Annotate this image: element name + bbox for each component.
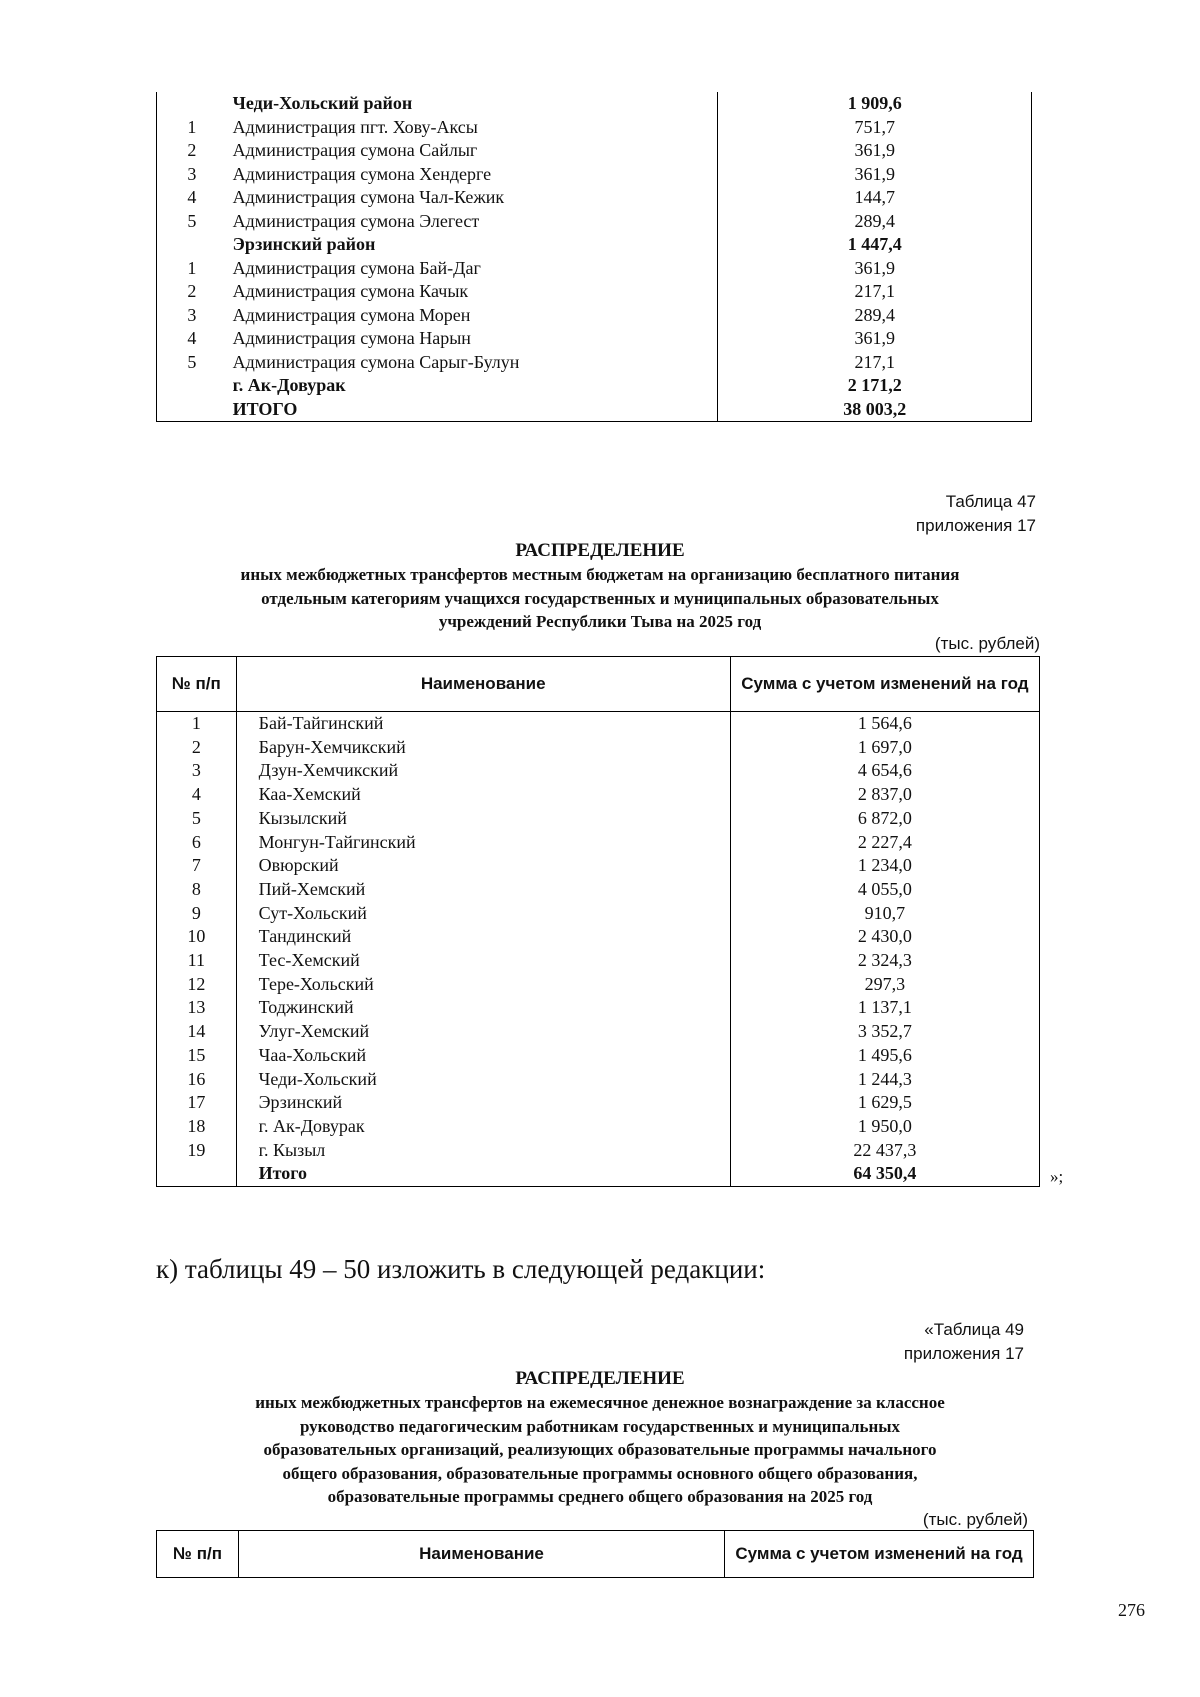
row-number: 14 xyxy=(157,1020,237,1044)
row-number: 13 xyxy=(157,996,237,1020)
row-value: 217,1 xyxy=(718,280,1032,304)
row-value: 144,7 xyxy=(718,186,1032,210)
row-value: 1 244,3 xyxy=(730,1068,1039,1092)
table-row xyxy=(157,327,1032,351)
row-number: 17 xyxy=(157,1091,237,1115)
row-name: Тес-Хемский xyxy=(236,949,730,973)
table-row xyxy=(157,854,1040,878)
row-number: 12 xyxy=(157,973,237,997)
row-name: Эрзинский xyxy=(236,1091,730,1115)
page-number: 276 xyxy=(1118,1600,1145,1620)
row-number: 7 xyxy=(157,854,237,878)
row-name: Администрация сумона Нарын xyxy=(232,328,471,348)
table-row xyxy=(157,280,1032,304)
row-value: 2 430,0 xyxy=(730,925,1039,949)
row-name: Чаа-Хольский xyxy=(236,1044,730,1068)
row-name: г. Кызыл xyxy=(236,1139,730,1163)
row-value: 2 324,3 xyxy=(730,949,1039,973)
table-row xyxy=(157,878,1040,902)
row-number: 5 xyxy=(157,807,237,831)
table-row xyxy=(157,759,1040,783)
table-row xyxy=(157,973,1040,997)
row-number: 2 xyxy=(157,139,227,163)
table47-ref-line1: Таблица 47 xyxy=(945,492,1036,511)
row-number: 15 xyxy=(157,1044,237,1068)
table-row xyxy=(157,831,1040,855)
table-row xyxy=(157,210,1032,234)
table49-subtitle-line4: общего образования, образовательные программы основного общего образования, xyxy=(282,1463,918,1483)
table49-col-sum: Сумма с учетом изменений на год xyxy=(725,1531,1034,1578)
table47-subtitle-line3: учреждений Республики Тыва на 2025 год xyxy=(438,612,762,631)
row-value: 217,1 xyxy=(718,351,1032,375)
table49-title: РАСПРЕДЕЛЕНИЕ xyxy=(515,1368,685,1389)
row-value: 22 437,3 xyxy=(730,1139,1039,1163)
row-value: 1 697,0 xyxy=(730,736,1039,760)
table-row xyxy=(157,996,1040,1020)
table-row xyxy=(157,304,1032,328)
total-number xyxy=(157,1162,237,1186)
table47-title: РАСПРЕДЕЛЕНИЕ xyxy=(515,540,685,561)
row-number: 4 xyxy=(157,327,227,351)
row-value: 4 654,6 xyxy=(730,759,1039,783)
row-value: 361,9 xyxy=(718,327,1032,351)
table-row xyxy=(157,783,1040,807)
row-number: 3 xyxy=(157,163,227,187)
row-name: Администрация сумона Морен xyxy=(232,304,471,325)
table47 xyxy=(156,656,1040,1187)
table47-col-num: № п/п xyxy=(157,657,237,712)
row-name: Овюрский xyxy=(236,854,730,878)
row-number: 2 xyxy=(157,280,227,304)
table49-heading xyxy=(100,1367,1100,1509)
row-number: 10 xyxy=(157,925,237,949)
table49-ref-line2: приложения 17 xyxy=(903,1344,1024,1363)
row-number xyxy=(157,233,227,257)
row-value: 361,9 xyxy=(718,139,1032,163)
table47-subtitle-line2: отдельным категориям учащихся государственных и муниципальных образовательных xyxy=(261,588,939,608)
table-row xyxy=(157,257,1032,281)
row-name: Чеди-Хольский xyxy=(236,1068,730,1092)
table47-units: (тыс. рублей) xyxy=(934,634,1040,653)
table-row xyxy=(157,374,1032,398)
previous-table xyxy=(156,92,1032,422)
row-name: Бай-Тайгинский xyxy=(236,712,730,736)
row-name: Тандинский xyxy=(236,925,730,949)
table-row xyxy=(157,1091,1040,1115)
row-name: Администрация сумона Качык xyxy=(232,281,469,301)
row-value: 1 234,0 xyxy=(730,854,1039,878)
table49-col-num: № п/п xyxy=(157,1531,239,1578)
table-row xyxy=(157,233,1032,257)
row-number xyxy=(157,398,227,422)
row-value: 289,4 xyxy=(718,210,1032,234)
table-row xyxy=(157,92,1032,116)
row-value: 2 227,4 xyxy=(730,831,1039,855)
row-value: 6 872,0 xyxy=(730,807,1039,831)
row-number: 1 xyxy=(157,116,227,140)
table-row xyxy=(157,398,1032,422)
row-name: Каа-Хемский xyxy=(236,783,730,807)
table47-ref-line2: приложения 17 xyxy=(915,516,1036,535)
table-row xyxy=(157,1139,1040,1163)
total-row xyxy=(157,1162,1040,1186)
row-number: 4 xyxy=(157,783,237,807)
row-value: 3 352,7 xyxy=(730,1020,1039,1044)
row-number: 2 xyxy=(157,736,237,760)
table49-header-row xyxy=(157,1531,1034,1578)
row-name: Барун-Хемчикский xyxy=(236,736,730,760)
row-value: 297,3 xyxy=(730,973,1039,997)
row-number: 4 xyxy=(157,186,227,210)
row-number: 6 xyxy=(157,831,237,855)
row-name: г. Ак-Довурак xyxy=(232,375,346,395)
table-row xyxy=(157,116,1032,140)
table-row xyxy=(157,925,1040,949)
row-value: 910,7 xyxy=(730,902,1039,926)
table49-units: (тыс. рублей) xyxy=(922,1510,1028,1529)
table47-subtitle-line1: иных межбюджетных трансфертов местным бюджетам на организацию бесплатного питания xyxy=(240,565,960,584)
row-name: Дзун-Хемчикский xyxy=(236,759,730,783)
row-name: Чеди-Хольский район xyxy=(232,93,413,113)
row-name: Тере-Хольский xyxy=(236,973,730,997)
row-name: Администрация сумона Хендерге xyxy=(232,163,492,184)
row-number: 9 xyxy=(157,902,237,926)
row-value: 751,7 xyxy=(718,116,1032,140)
table49-ref-line1: «Таблица 49 xyxy=(924,1320,1024,1339)
table-row xyxy=(157,1044,1040,1068)
table49-subtitle-line3: образовательных организаций, реализующих образовательные программы начального xyxy=(263,1440,937,1459)
instruction-text: к) таблицы 49 – 50 изложить в следующей редакции: xyxy=(156,1254,766,1284)
row-value: 4 055,0 xyxy=(730,878,1039,902)
row-name: Администрация сумона Чал-Кежик xyxy=(232,187,505,207)
table-row xyxy=(157,139,1032,163)
table-row xyxy=(157,351,1032,375)
row-name: Администрация пгт. Хову-Аксы xyxy=(232,116,478,137)
row-value: 2 837,0 xyxy=(730,783,1039,807)
table49-subtitle-line2: руководство педагогическим работникам государственных и муниципальных xyxy=(299,1416,901,1436)
row-number: 5 xyxy=(157,210,227,234)
table47-col-name: Наименование xyxy=(236,657,730,712)
table49-subtitle-line5: образовательные программы среднего общего образования на 2025 год xyxy=(327,1487,873,1506)
row-name: Эрзинский район xyxy=(232,234,376,254)
table-row xyxy=(157,712,1040,736)
table-row xyxy=(157,736,1040,760)
row-name: Пий-Хемский xyxy=(236,878,730,902)
row-number: 16 xyxy=(157,1068,237,1092)
table-row xyxy=(157,1115,1040,1139)
row-value: 361,9 xyxy=(718,163,1032,187)
row-number: 3 xyxy=(157,759,237,783)
total-label: Итого xyxy=(236,1162,730,1186)
table-row xyxy=(157,1068,1040,1092)
table-row xyxy=(157,949,1040,973)
row-name: Тоджинский xyxy=(236,996,730,1020)
row-number xyxy=(157,374,227,398)
row-value: 38 003,2 xyxy=(718,398,1032,422)
row-value: 361,9 xyxy=(718,257,1032,281)
row-value: 1 495,6 xyxy=(730,1044,1039,1068)
row-number: 1 xyxy=(157,712,237,736)
row-number: 5 xyxy=(157,351,227,375)
close-quote: »; xyxy=(1050,1167,1064,1186)
row-name: Кызылский xyxy=(236,807,730,831)
table-row xyxy=(157,902,1040,926)
table-row xyxy=(157,163,1032,187)
table49 xyxy=(156,1530,1034,1578)
table47-reference xyxy=(916,490,1036,538)
row-value: 1 629,5 xyxy=(730,1091,1039,1115)
table-row xyxy=(157,1020,1040,1044)
row-number: 11 xyxy=(157,949,237,973)
row-value: 1 137,1 xyxy=(730,996,1039,1020)
table47-header-row xyxy=(157,657,1040,712)
row-name: Монгун-Тайгинский xyxy=(236,831,730,855)
table-row xyxy=(157,807,1040,831)
table47-heading xyxy=(100,539,1100,634)
table-row xyxy=(157,186,1032,210)
row-value: 2 171,2 xyxy=(718,374,1032,398)
table49-col-name: Наименование xyxy=(239,1531,725,1578)
row-value: 1 909,6 xyxy=(718,92,1032,116)
row-number: 18 xyxy=(157,1115,237,1139)
row-value: 289,4 xyxy=(718,304,1032,328)
row-value: 1 564,6 xyxy=(730,712,1039,736)
row-number: 3 xyxy=(157,304,227,328)
row-name: Администрация сумона Элегест xyxy=(232,210,480,231)
row-name: Улуг-Хемский xyxy=(236,1020,730,1044)
row-name: г. Ак-Довурак xyxy=(236,1115,730,1139)
table47-col-sum: Сумма с учетом изменений на год xyxy=(730,657,1039,712)
total-value: 64 350,4 xyxy=(730,1162,1039,1186)
row-number xyxy=(157,92,227,116)
row-name: Администрация сумона Сайлыг xyxy=(232,140,478,160)
row-name: Администрация сумона Сарыг-Булун xyxy=(232,351,520,372)
row-name: Сут-Хольский xyxy=(236,902,730,926)
row-value: 1 447,4 xyxy=(718,233,1032,257)
row-number: 19 xyxy=(157,1139,237,1163)
row-value: 1 950,0 xyxy=(730,1115,1039,1139)
row-name: Администрация сумона Бай-Даг xyxy=(232,257,481,278)
row-number: 1 xyxy=(157,257,227,281)
row-name: ИТОГО xyxy=(227,398,718,422)
table49-subtitle-line1: иных межбюджетных трансфертов на ежемесячное денежное вознаграждение за классное xyxy=(255,1393,945,1412)
table49-reference xyxy=(904,1318,1024,1366)
row-number: 8 xyxy=(157,878,237,902)
